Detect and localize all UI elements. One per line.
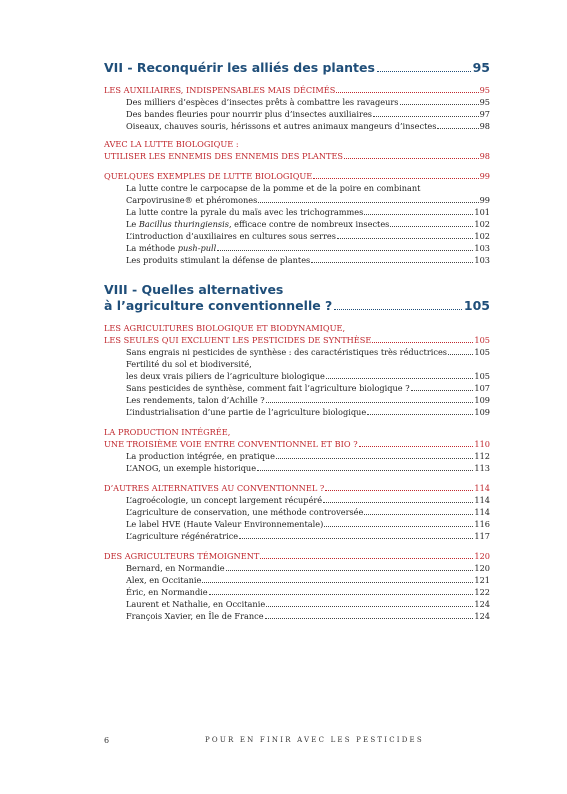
entry-title-line: La lutte contre le carpocapse de la pomme et de la poire en combinant — [126, 183, 421, 193]
page-number: 114 — [474, 507, 490, 517]
dot-leader — [372, 342, 473, 343]
dot-leader — [344, 158, 479, 159]
page-number: 120 — [474, 551, 490, 561]
toc-entry[interactable] — [104, 194, 490, 206]
section-entry[interactable] — [104, 550, 490, 562]
dot-leader — [390, 226, 473, 227]
toc-entry[interactable] — [104, 230, 490, 242]
dot-leader — [364, 514, 473, 515]
entry-title: L’agriculture régénératrice — [126, 531, 239, 541]
entry-title: Éric, en Normandie — [126, 587, 208, 597]
page-number: 97 — [479, 109, 490, 119]
page-number: 101 — [474, 207, 490, 217]
toc-entry[interactable] — [104, 120, 490, 132]
dot-leader — [266, 402, 474, 403]
page-number: 107 — [474, 383, 490, 393]
entry-title-italic: Bacillus thuringiensis — [138, 219, 229, 229]
chapter-title-text: VII - Reconquérir les alliés des plantes — [104, 60, 375, 75]
dot-leader — [202, 582, 473, 583]
dot-leader — [276, 458, 473, 459]
chapter-title[interactable] — [104, 60, 490, 76]
entry-title-italic: push-pull — [177, 243, 217, 253]
toc-entry[interactable] — [104, 506, 490, 518]
entry-title-prefix: La méthode — [126, 243, 178, 253]
section-title: DES AGRICULTEURS TÉMOIGNENT — [104, 551, 260, 561]
entry-title: Le label HVE (Haute Valeur Environnementale) — [126, 519, 324, 529]
toc-entry[interactable] — [104, 598, 490, 610]
footer-page-number: 6 — [104, 736, 110, 745]
dot-leader — [373, 116, 479, 117]
section-title: D’AUTRES ALTERNATIVES AU CONVENTIONNEL ? — [104, 483, 325, 493]
dot-leader — [313, 178, 478, 179]
entry-title — [126, 218, 389, 230]
entry-title: Laurent et Nathalie, en Occitanie — [126, 599, 266, 609]
page-number: 103 — [474, 255, 490, 265]
entry-title: les deux vrais piliers de l’agriculture biologique — [126, 371, 325, 381]
entry-title: Sans pesticides de synthèse, comment fait l’agriculture biologique ? — [126, 383, 410, 393]
dot-leader — [325, 490, 473, 491]
toc-entry[interactable] — [104, 518, 490, 530]
entry-title-suffix: , efficace contre de nombreux insectes — [228, 219, 390, 229]
toc-entry[interactable] — [104, 370, 490, 382]
entry-title: La lutte contre la pyrale du maïs avec les trichogrammes — [126, 207, 364, 217]
toc-entry[interactable] — [104, 254, 490, 266]
page-number: 120 — [474, 563, 490, 573]
page-number: 102 — [474, 219, 490, 229]
entry-title: Oiseaux, chauves souris, hérissons et autres animaux mangeurs d’insectes — [126, 121, 437, 131]
dot-leader — [260, 558, 473, 559]
section-entry[interactable] — [104, 84, 490, 96]
dot-leader — [209, 594, 474, 595]
toc-entry[interactable] — [104, 610, 490, 622]
dot-leader — [336, 92, 478, 93]
toc-entry[interactable] — [104, 586, 490, 598]
entry-title: Des milliers d’espèces d’insectes prêts à combattre les ravageurs — [126, 97, 399, 107]
dot-leader — [226, 570, 474, 571]
running-footer-title: POUR EN FINIR AVEC LES PESTICIDES — [205, 736, 424, 744]
toc-entry[interactable] — [104, 346, 490, 358]
toc-entry[interactable] — [104, 494, 490, 506]
table-of-contents — [104, 56, 490, 622]
dot-leader — [377, 71, 471, 72]
entry-title: François Xavier, en Île de France — [126, 611, 264, 621]
page-number: 124 — [474, 611, 490, 621]
section-entry[interactable] — [104, 482, 490, 494]
section-title: UNE TROISIÈME VOIE ENTRE CONVENTIONNEL ET BIO ? — [104, 439, 358, 449]
page-number: 102 — [474, 231, 490, 241]
dot-leader — [411, 390, 474, 391]
page-number: 113 — [474, 463, 490, 473]
dot-leader — [257, 470, 473, 471]
page-number: 103 — [474, 243, 490, 253]
dot-leader — [311, 262, 473, 263]
toc-entry[interactable] — [104, 450, 490, 462]
entry-title: Des bandes fleuries pour nourrir plus d’insectes auxiliaires — [126, 109, 372, 119]
dot-leader — [448, 354, 473, 355]
toc-entry[interactable] — [104, 206, 490, 218]
chapter-title[interactable] — [104, 298, 490, 314]
toc-entry[interactable] — [104, 242, 490, 254]
dot-leader — [364, 214, 473, 215]
page-number: 109 — [474, 395, 490, 405]
dot-leader — [326, 378, 473, 379]
entry-title: Sans engrais ni pesticides de synthèse : des caractéristiques très réductrices — [126, 347, 447, 357]
toc-entry[interactable] — [104, 394, 490, 406]
toc-entry[interactable] — [104, 462, 490, 474]
entry-title: L’agriculture de conservation, une méthode controversée — [126, 507, 364, 517]
chapter-title-line — [104, 282, 490, 298]
entry-title: L’agroécologie, un concept largement récupéré — [126, 495, 323, 505]
entry-title: Alex, en Occitanie — [126, 575, 202, 585]
toc-entry[interactable] — [104, 382, 490, 394]
page-number: 110 — [474, 439, 490, 449]
page-number: 105 — [463, 298, 490, 313]
toc-entry[interactable] — [104, 530, 490, 542]
page-number: 105 — [474, 335, 490, 345]
toc-entry[interactable] — [104, 108, 490, 120]
entry-title-line: Fertilité du sol et biodiversité, — [126, 359, 252, 369]
page-number: 124 — [474, 599, 490, 609]
page-number: 122 — [474, 587, 490, 597]
entry-title: Les produits stimulant la défense de plantes — [126, 255, 311, 265]
toc-entry[interactable] — [104, 218, 490, 230]
dot-leader — [266, 606, 473, 607]
dot-leader — [359, 446, 474, 447]
dot-leader — [337, 238, 473, 239]
page-number: 105 — [474, 347, 490, 357]
section-title-line: LES AGRICULTURES BIOLOGIQUE ET BIODYNAMIQUE, — [104, 323, 346, 333]
chapter-title-text: à l’agriculture conventionnelle ? — [104, 298, 333, 313]
toc-entry[interactable] — [104, 562, 490, 574]
dot-leader — [400, 104, 479, 105]
page-number: 98 — [479, 121, 490, 131]
toc-entry[interactable] — [104, 96, 490, 108]
dot-leader — [217, 250, 473, 251]
page-number: 114 — [474, 483, 490, 493]
entry-title: L’ANOG, un exemple historique — [126, 463, 257, 473]
section-title: LES SEULES QUI EXCLUENT LES PESTICIDES DE SYNTHÈSE — [104, 335, 372, 345]
section-title-line: AVEC LA LUTTE BIOLOGIQUE : — [104, 139, 239, 149]
page-number: 114 — [474, 495, 490, 505]
section-entry[interactable] — [104, 438, 490, 450]
entry-title: Bernard, en Normandie — [126, 563, 225, 573]
dot-leader — [437, 128, 478, 129]
dot-leader — [265, 618, 474, 619]
page-number: 105 — [474, 371, 490, 381]
entry-title — [126, 242, 216, 254]
page-number: 117 — [474, 531, 490, 541]
page-number: 95 — [479, 97, 490, 107]
section-title: UTILISER LES ENNEMIS DES ENNEMIS DES PLANTES — [104, 151, 344, 161]
entry-title-prefix: Le — [126, 219, 139, 229]
page-number: 109 — [474, 407, 490, 417]
entry-title: Les rendements, talon d’Achille ? — [126, 395, 265, 405]
page-number: 99 — [479, 171, 490, 181]
entry-title: L’introduction d’auxiliaires en cultures sous serres — [126, 231, 336, 241]
section-title: QUELQUES EXEMPLES DE LUTTE BIOLOGIQUE — [104, 171, 313, 181]
page-number: 98 — [479, 151, 490, 161]
page-number: 112 — [474, 451, 490, 461]
dot-leader — [258, 202, 478, 203]
page-number: 95 — [472, 60, 490, 75]
chapter-title-text: VIII - Quelles alternatives — [104, 282, 284, 297]
entry-title: L’industrialisation d’une partie de l’agriculture biologique — [126, 407, 367, 417]
entry-title: Carpovirusine® et phéromones — [126, 195, 258, 205]
section-title: LES AUXILIAIRES, INDISPENSABLES MAIS DÉCIMÉS — [104, 85, 336, 95]
dot-leader — [324, 526, 473, 527]
dot-leader — [334, 309, 462, 310]
page-number: 116 — [474, 519, 490, 529]
section-entry[interactable] — [104, 150, 490, 162]
section-title-line: LA PRODUCTION INTÉGRÉE, — [104, 427, 231, 437]
entry-title: La production intégrée, en pratique — [126, 451, 275, 461]
page-number: 95 — [479, 85, 490, 95]
page-number: 99 — [479, 195, 490, 205]
dot-leader — [239, 538, 473, 539]
dot-leader — [323, 502, 473, 503]
page-number: 121 — [474, 575, 490, 585]
toc-entry[interactable] — [104, 406, 490, 418]
dot-leader — [367, 414, 473, 415]
toc-entry[interactable] — [104, 574, 490, 586]
section-entry[interactable] — [104, 334, 490, 346]
section-entry[interactable] — [104, 170, 490, 182]
